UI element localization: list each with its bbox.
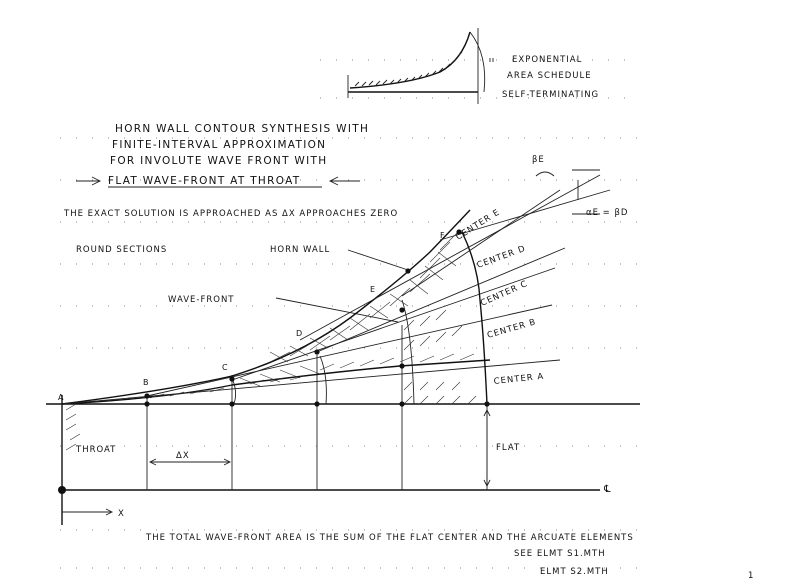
label-alpha-eq: αE = βD [586,208,629,218]
horn-wall-curve [62,210,470,404]
point-d-label: D [296,329,303,338]
label-delta-x: ΔX [176,451,190,461]
footer-line-1: THE TOTAL WAVE-FRONT AREA IS THE SUM OF THE FLAT CENTER AND THE ARCUATE ELEMENTS [146,533,634,543]
label-flat: FLAT [496,443,521,453]
label-beta-e: βE [532,155,545,165]
label-axis-cl: ℄ [604,484,612,495]
label-center-e: CENTER E [454,207,503,243]
page-number: 1 [748,571,755,581]
inset-label-area-schedule: AREA SCHEDULE [507,71,592,81]
label-horn-wall: HORN WALL [270,245,331,255]
label-center-c: CENTER C [479,278,530,309]
point-a-label: A [58,393,64,402]
point-c-label: C [222,363,228,372]
horn-wall-pointer [348,250,408,270]
inset-label-self-terminating: SELF-TERMINATING [502,90,600,100]
inset-label-exponential: EXPONENTIAL [512,55,583,65]
label-wave-front: WAVE-FRONT [168,295,235,305]
title-line-3: FOR INVOLUTE WAVE FRONT WITH [110,155,328,167]
title-line-2: FINITE-INTERVAL APPROXIMATION [112,139,327,151]
dotted-grid [60,60,640,568]
title-line-4: FLAT WAVE-FRONT AT THROAT [108,175,301,187]
inset-exponential-sketch [348,28,493,104]
label-center-a: CENTER A [493,371,545,387]
label-x-axis: X [118,509,125,519]
label-throat: THROAT [76,445,117,455]
footer-line-3: ELMT S2.MTH [540,567,609,577]
origin-dot [58,486,66,494]
point-e-label: E [370,285,376,294]
label-center-d: CENTER D [475,243,528,271]
beta-e-arc [536,172,554,176]
cross-hatch-zones [150,230,476,404]
point-f-label: F [440,231,445,240]
label-center-b: CENTER B [486,317,538,341]
title-line-1: HORN WALL CONTOUR SYNTHESIS WITH [115,123,370,135]
label-round-sections: ROUND SECTIONS [76,245,168,255]
footer-line-2: SEE ELMT S1.MTH [514,549,606,559]
note-exact-solution: THE EXACT SOLUTION IS APPROACHED AS ΔX APPROACHES ZERO [64,209,399,219]
point-b-label: B [143,378,149,387]
throat-hatch [66,404,80,450]
